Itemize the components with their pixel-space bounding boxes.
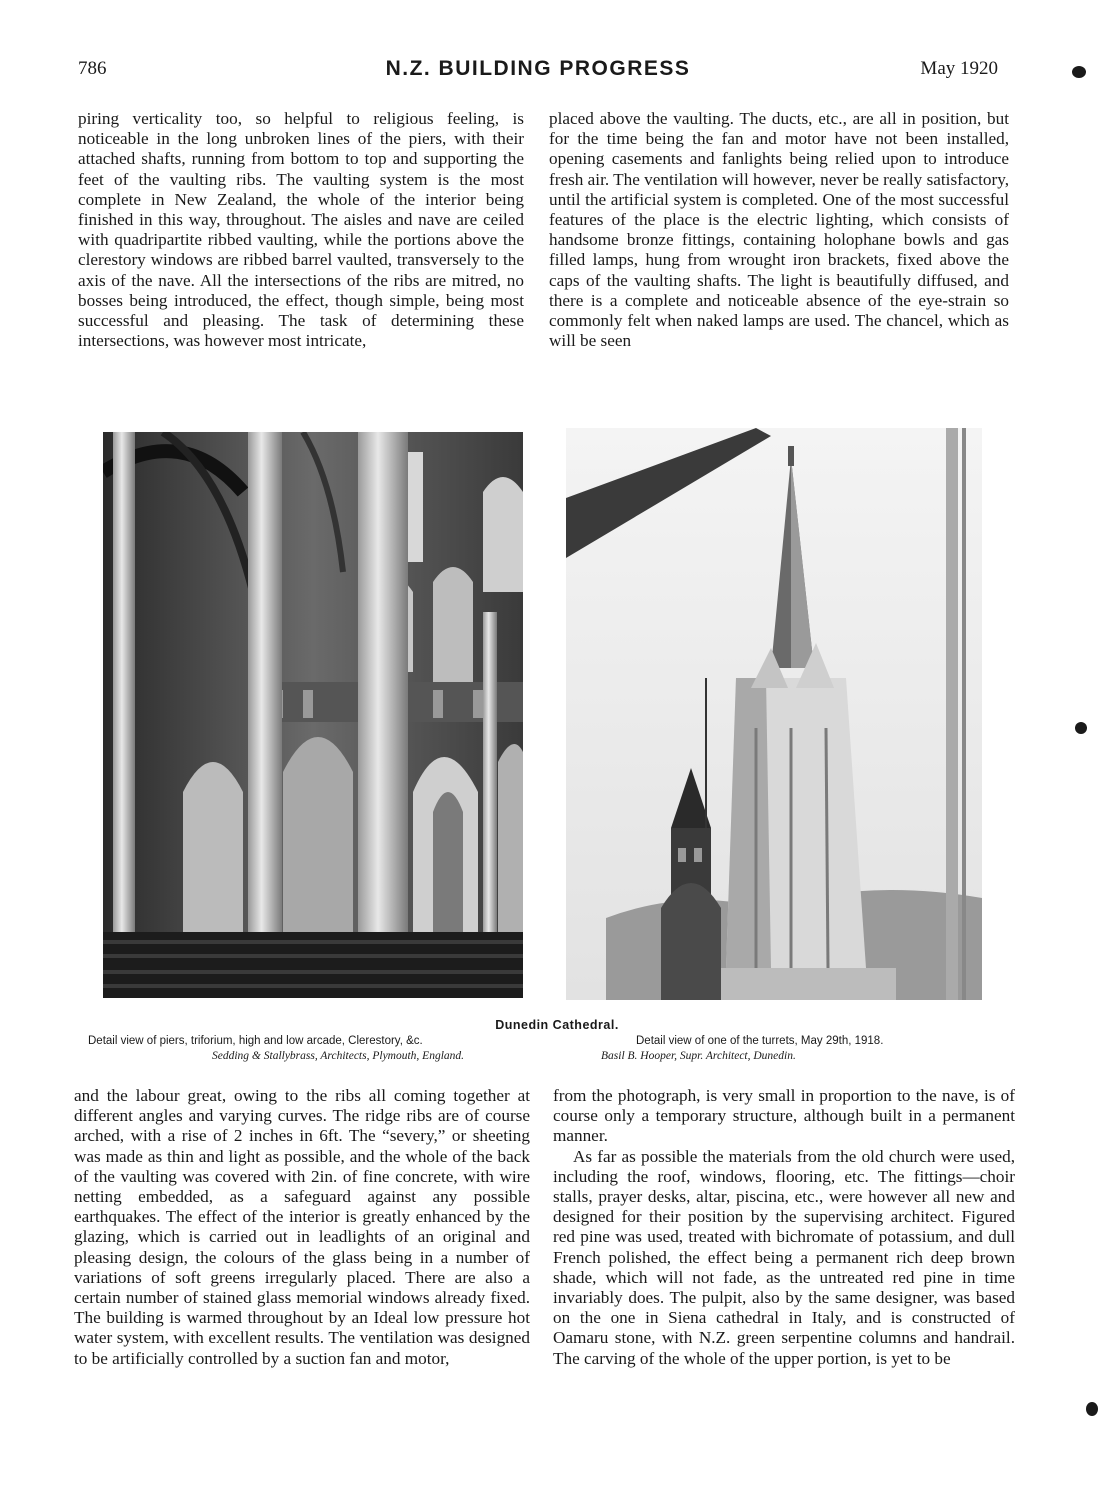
paragraph: As far as possible the materials from the old church were used, including the roof, windows, flooring, etc. The fittings—choir stalls, prayer desks, altar, piscina, etc., were however all new and designed for their position by the supervising architect. Figured red pine was used, treated with bichromate of potassium, and dull French polished, the effect being a permanent rich deep brown shade, which will not fade, as the untreated red pine in time invariably does. The pulpit, also by the same designer, was based on the one in Siena cathedral in Italy, and is constructed of Oamaru stone, with N.Z. green serpentine columns and handrail. The carving of the whole of the upper portion, is yet to be xyxy=(553,1146,1015,1368)
paragraph: piring verticality too, so helpful to religious feeling, is noticeable in the long unbroken lines of the piers, with their attached shafts, running from bottom to top and supporting the feet of the vaulting ribs. The vaulting system is the most complete in New Zealand, the whole of the interior being finished in this way, throughout. The aisles and nave are ceiled with quadripartite ribbed vaulting, while the portions above the clerestory windows are ribbed barrel vaulted, transversely to the axis of the nave. All the intersections of the ribs are mitred, no bosses being introduced, the effect, though simple, being most successful and pleasing. The task of determining these intersections, was however most intricate, xyxy=(78,109,524,351)
right-photo-caption: Detail view of one of the turrets, May 29th, 1918. xyxy=(636,1035,884,1047)
left-photo-credit: Sedding & Stallybrass, Architects, Plymouth, England. xyxy=(212,1050,465,1062)
publication-title: N.Z. BUILDING PROGRESS xyxy=(385,57,691,80)
page-number: 786 xyxy=(78,58,107,79)
paragraph: placed above the vaulting. The ducts, etc., are all in position, but for the time being the fan and motor have not been installed, opening casements and fanlights being relied upon to introduce fresh air. The ventilation will however, never be really satisfactory, until the artificial system is completed. One of the most successful features of the place is the electric lighting, which consists of handsome bronze fittings, containing holophane bowls and gas filled lamps, hung from wrought iron brackets, fixed above the caps of the vaulting shafts. The light is beautifully diffused, and there is a complete and noticeable absence of the eye-strain so commonly felt when naked lamps are used. The chancel, which as will be seen xyxy=(549,109,1009,351)
paragraph: and the labour great, owing to the ribs all coming together at different angles and varying curves. The ridge ribs are of course arched, with a rise of 2 inches in 6ft. The “severy,” or sheeting was made as thin and light as possible, and the whole of the back of the vaulting was covered with 2in. of fine concrete, with wire netting embedded, as a safeguard against any possible earthquakes. The effect of the interior is greatly enhanced by the glazing, which is carried out in leadlights of an original and pleasing design, the colours of the glass being in a number of variations of soft greens irregularly placed. There are also a certain number of stained glass memorial windows already fixed. The building is warmed throughout by an Ideal low pressure hot water system, with excellent results. The ventilation was designed to be artificially controlled by a suction fan and motor, xyxy=(74,1086,530,1368)
figure-title: Dunedin Cathedral. xyxy=(495,1018,619,1032)
ink-blot xyxy=(1086,1402,1098,1416)
page-header xyxy=(78,58,998,84)
bottom-left-column xyxy=(74,1086,530,1369)
left-photo-caption: Detail view of piers, triforium, high and low arcade, Clerestory, &c. xyxy=(88,1035,423,1047)
cathedral-turret-photo xyxy=(566,428,982,1000)
bottom-right-column xyxy=(553,1086,1015,1369)
top-right-column xyxy=(549,109,1009,351)
right-photo-credit: Basil B. Hooper, Supr. Architect, Dunedin. xyxy=(601,1050,796,1062)
cathedral-interior-photo xyxy=(103,432,523,998)
paragraph: from the photograph, is very small in proportion to the nave, is of course only a temporary structure, although built in a permanent manner. xyxy=(553,1086,1015,1146)
issue-date: May 1920 xyxy=(920,58,998,79)
ink-blot xyxy=(1075,722,1087,734)
ink-blot xyxy=(1072,66,1086,78)
top-left-column xyxy=(78,109,524,351)
